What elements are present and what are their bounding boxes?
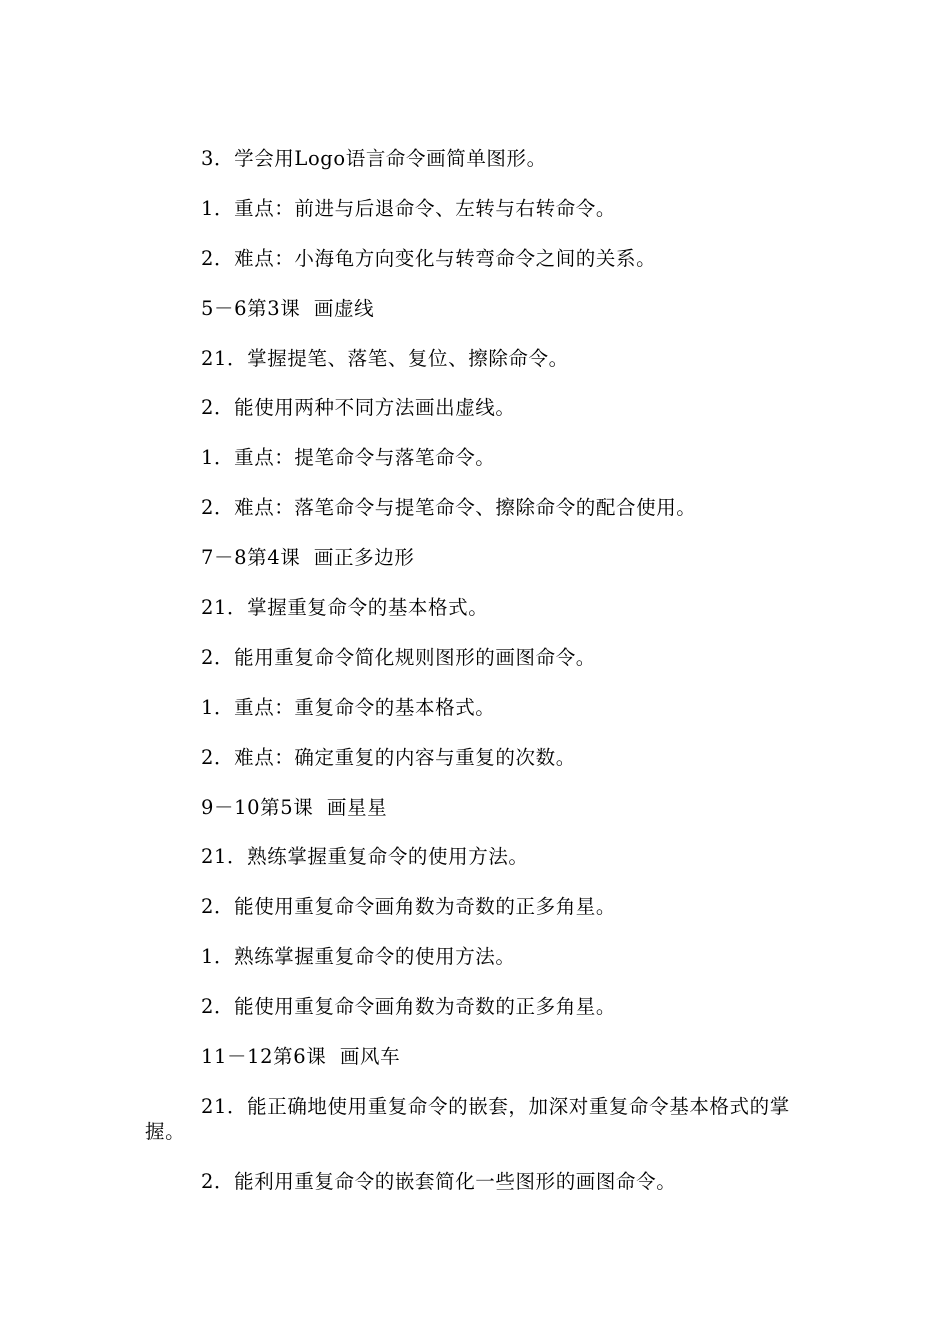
paragraph: 1．重点：前进与后退命令、左转与右转命令。 <box>201 196 617 220</box>
paragraph: 3．学会用Logo语言命令画简单图形。 <box>201 147 547 170</box>
paragraph: 21．掌握提笔、落笔、复位、擦除命令。 <box>201 346 569 370</box>
paragraph: 2．能用重复命令简化规则图形的画图命令。 <box>201 645 596 669</box>
paragraph: 1．重点：提笔命令与落笔命令。 <box>201 446 496 470</box>
paragraph: 2．难点：小海龟方向变化与转弯命令之间的关系。 <box>201 246 657 270</box>
paragraph: 2．难点：落笔命令与提笔命令、擦除命令的配合使用。 <box>201 496 697 520</box>
paragraph: 1．熟练掌握重复命令的使用方法。 <box>201 945 516 969</box>
paragraph: 2．能使用两种不同方法画出虚线。 <box>201 396 516 420</box>
lesson-heading: 11－12第6课 画风车 <box>201 1045 401 1069</box>
paragraph: 1．重点：重复命令的基本格式。 <box>201 695 496 719</box>
document-body <box>145 146 810 1219</box>
lesson-heading: 5－6第3课 画虚线 <box>201 296 375 320</box>
paragraph: 2．能利用重复命令的嵌套简化一些图形的画图命令。 <box>201 1169 677 1193</box>
paragraph: 21．能正确地使用重复命令的嵌套，加深对重复命令基本格式的掌握。 <box>145 1094 790 1143</box>
paragraph: 2．能使用重复命令画角数为奇数的正多角星。 <box>201 995 617 1019</box>
paragraph: 2．能使用重复命令画角数为奇数的正多角星。 <box>201 895 617 919</box>
paragraph: 21．熟练掌握重复命令的使用方法。 <box>201 845 529 869</box>
paragraph: 2．难点：确定重复的内容与重复的次数。 <box>201 745 576 769</box>
paragraph: 21．掌握重复命令的基本格式。 <box>201 596 489 620</box>
lesson-heading: 7－8第4课 画正多边形 <box>201 546 415 570</box>
lesson-heading: 9－10第5课 画星星 <box>201 795 388 819</box>
